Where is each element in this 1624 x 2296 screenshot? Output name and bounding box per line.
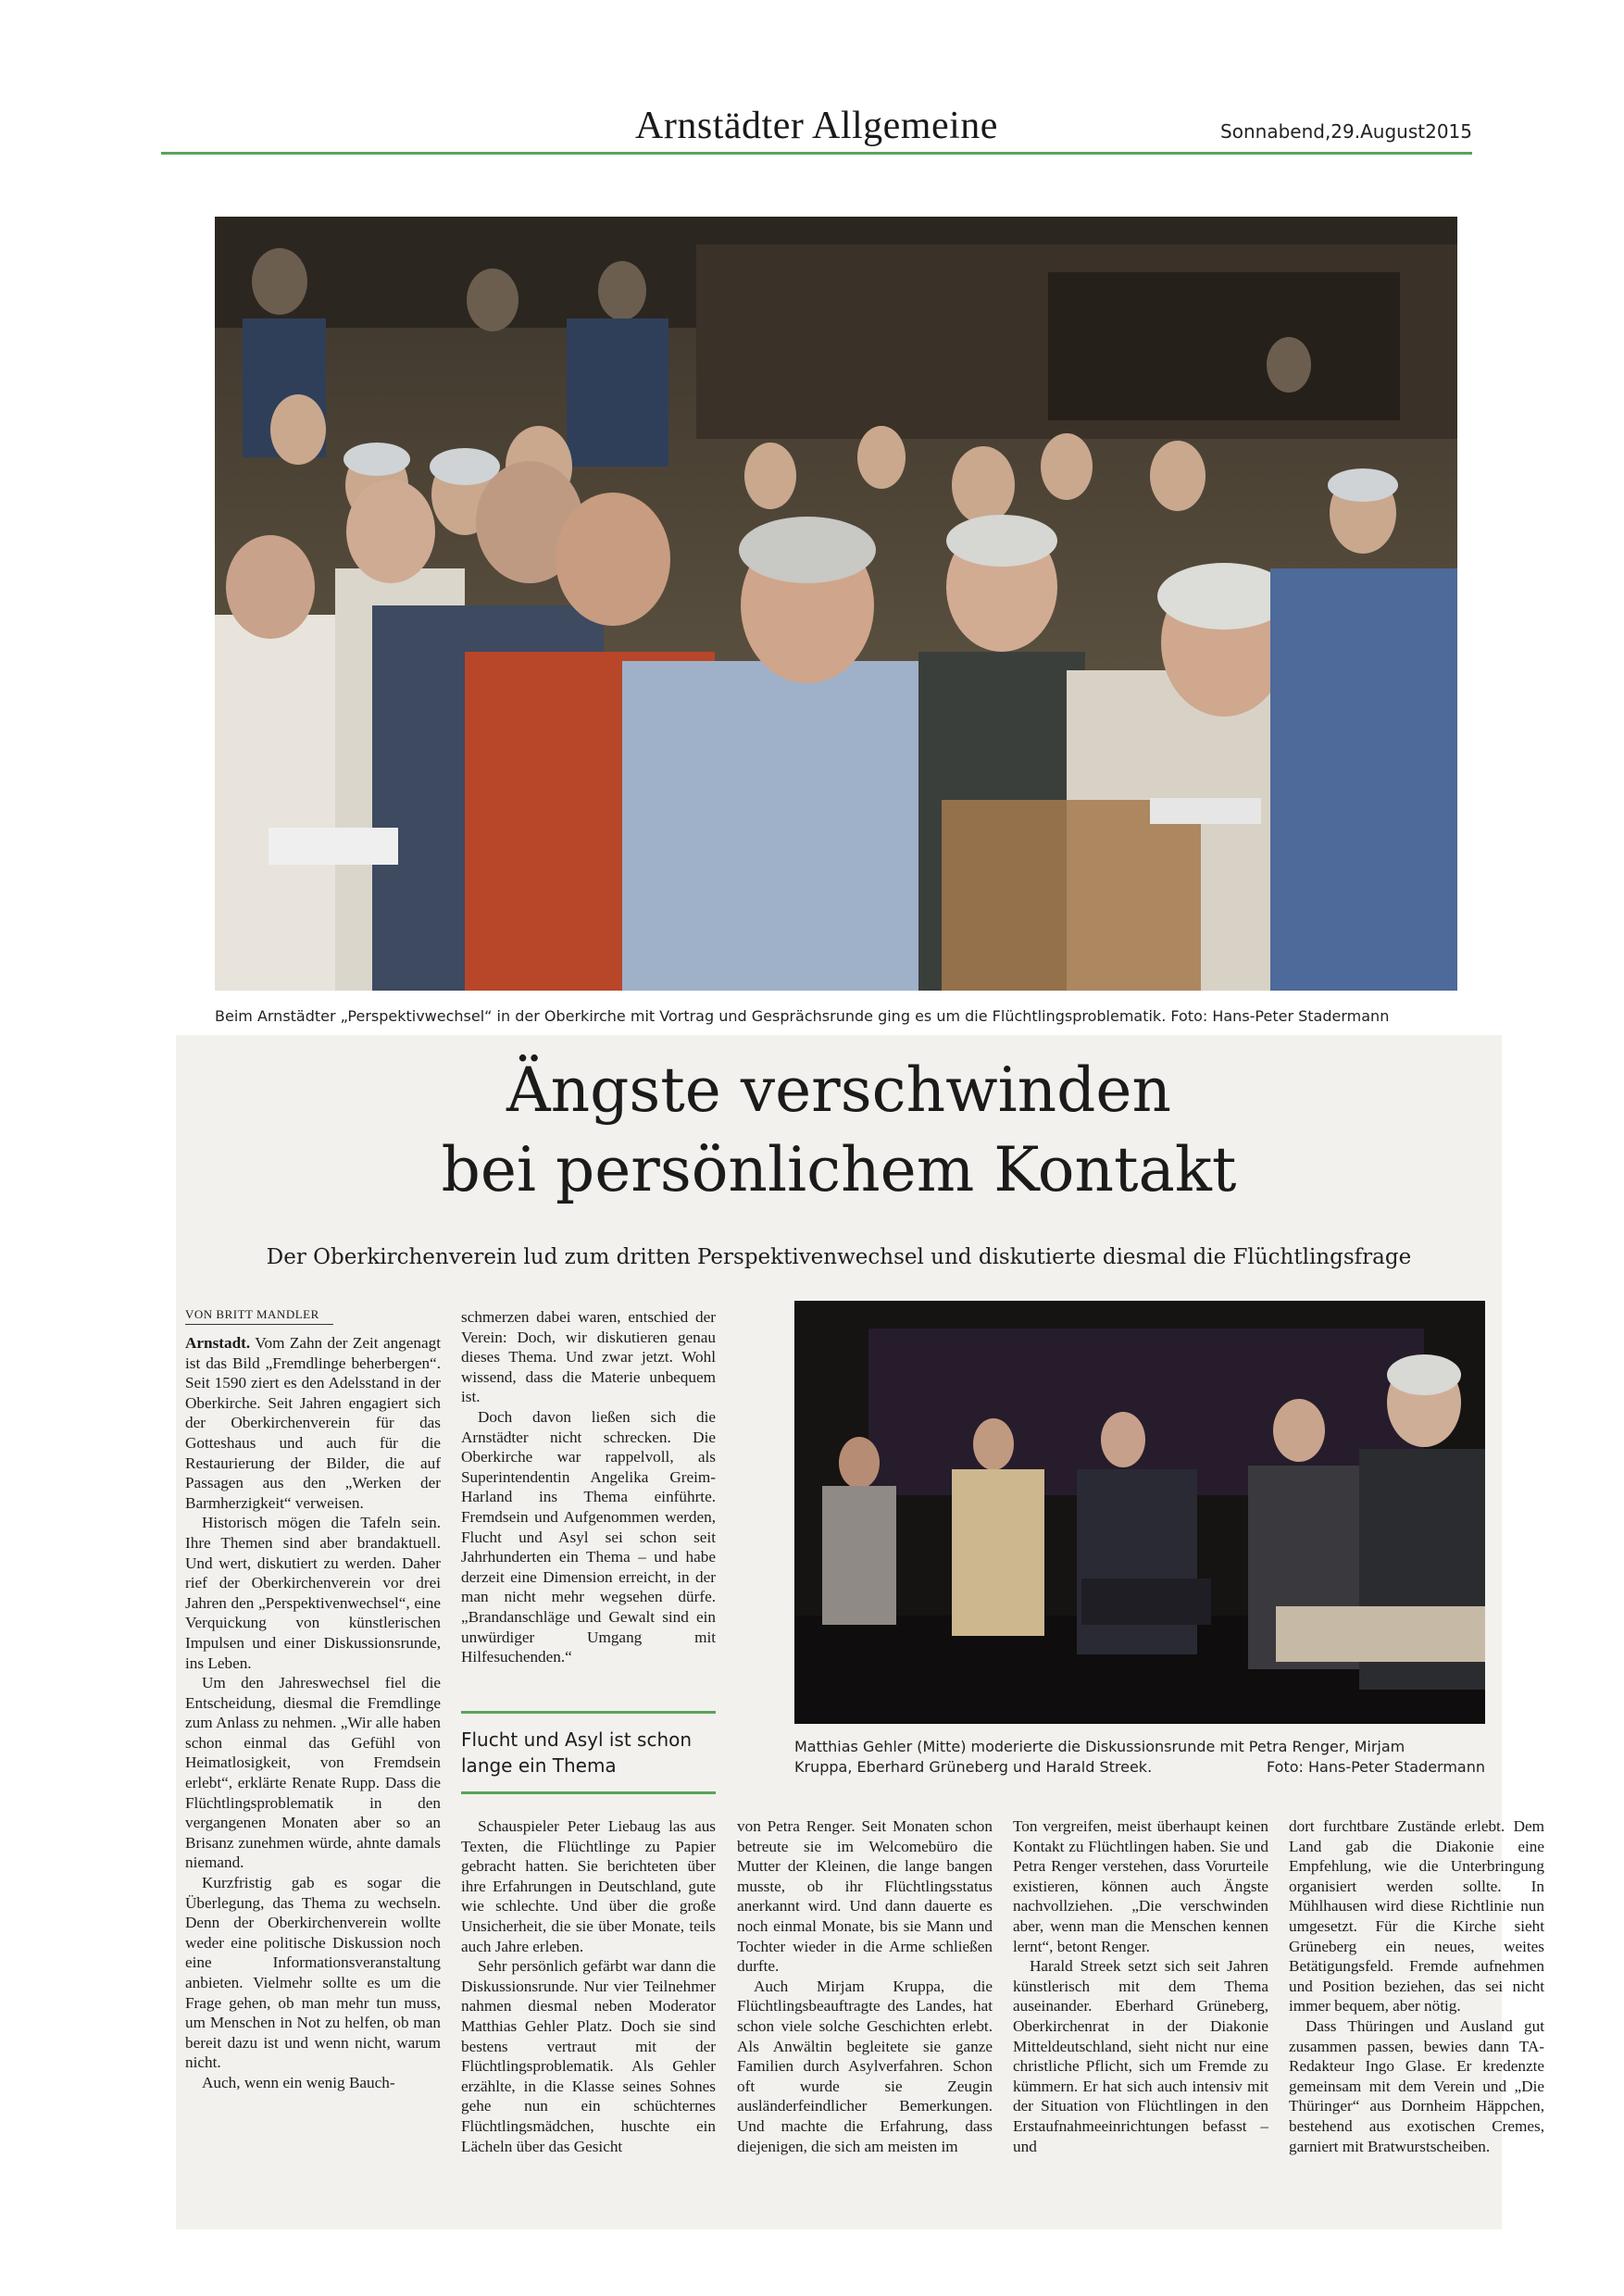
- article-column-3: [737, 1816, 993, 2156]
- caption-line-2-row: [794, 1757, 1485, 1778]
- article-column-5: [1289, 1816, 1544, 2156]
- audience-photo-illustration: [215, 217, 1457, 991]
- paragraph: Harald Streek setzt sich seit Jahren künstlerisch mit dem Thema auseinander. Eberhard Grüneberg, Oberkirchenrat in der Diakonie Mitteldeutschland, sieht nicht nur eine christliche Pflicht, sich um Fremde zu kümmern. Er hat sich auch intensiv mit der Situation von Flüchtlingen in den Erstaufnahmeeinrichtungen befasst – und: [1013, 1957, 1268, 2155]
- panel-discussion-photo: [794, 1301, 1485, 1724]
- paragraph: von Petra Renger. Seit Monaten schon betreute sie im Welcomebüro die Mutter der Kleinen, die lange bangen musste, ob ihr Flüchtlingsstatus anerkannt wird. Und dann dauerte es noch einmal Monate, bis sie Mann und Tochter wieder in die Arme schließen durfte.: [737, 1817, 993, 1976]
- paragraph: Auch Mirjam Kruppa, die Flüchtlingsbeauftragte des Landes, hat schon viele solche Geschichten erlebt. Als Anwältin begleitete sie ganze Familien durch Asylverfahren. Schon oft wurde sie Zeugin ausländerfeindlicher Bemerkungen. Und machte die Erfahrung, dass diejenigen, die sich am meisten im: [737, 1977, 993, 2155]
- paragraph: Kurzfristig gab es sogar die Überlegung, das Thema zu wechseln. Denn der Oberkirchenverein wollte weder eine politische Diskussion noch eine Informationsveranstaltung anbieten. Vielmehr sollte es um die Frage gehen, ob man mehr tun muss, um Menschen in Not zu helfen, ob man bereit dazu ist und wenn nicht, warum nicht.: [185, 1874, 441, 2072]
- paragraph: Schauspieler Peter Liebaug las aus Texten, die Flüchtlinge zu Papier gebracht hatten. Sie berichteten über ihre Erfahrungen in Deutschland, gute wie schlechte. Und über die große Unsicherheit, die sie über Monate, teils auch Jahre erleben.: [461, 1817, 716, 1955]
- caption-line-1: Matthias Gehler (Mitte) moderierte die Diskussionsrunde mit Petra Renger, Mirjam: [794, 1738, 1405, 1755]
- audience-photo-caption: [215, 1007, 1457, 1025]
- article-column-2-top: [461, 1307, 716, 1667]
- panel-photo-caption: [794, 1737, 1485, 1778]
- audience-photo: [215, 217, 1457, 991]
- headline-line-2: bei persönlichem Kontakt: [441, 1134, 1237, 1205]
- paragraph: Historisch mögen die Tafeln sein. Ihre Themen sind aber brandaktuell. Und wert, diskutiert zu werden. Daher rief der Oberkirchenverein vor drei Jahren den „Perspektivenwechsel“, eine Verquickung von künstlerischen Impulsen und einer Diskussionsrunde, ins Leben.: [185, 1514, 441, 1672]
- masthead-rule: [161, 152, 1472, 155]
- photo-credit: Foto: Hans-Peter Stadermann: [1267, 1758, 1485, 1776]
- paragraph: Vom Zahn der Zeit angenagt ist das Bild „Fremdlinge beherbergen“. Seit 1590 ziert es den Adelsstand in der Oberkirche. Seit Jahren engagiert sich der Oberkirchenverein für das Gotteshaus und auch für die Restaurierung der Bilder, die auf Passagen aus den „Werken der Barmherzigkeit“ verweisen.: [185, 1334, 441, 1512]
- subheading-box: Flucht und Asyl ist schon lange ein Thema: [461, 1711, 716, 1794]
- panel-photo-illustration: [794, 1301, 1485, 1724]
- article-subheadline: Der Oberkirchenverein lud zum dritten Perspektivenwechsel und diskutierte diesmal die Flüchtlingsfrage: [266, 1245, 1412, 1269]
- caption-text: Beim Arnstädter „Perspektivwechsel“ in der Oberkirche mit Vortrag und Gesprächsrunde ging es um die Flüchtlingsproblematik.: [215, 1007, 1167, 1025]
- paragraph: Sehr persönlich gefärbt war dann die Diskussionsrunde. Nur vier Teilnehmer nahmen diesmal neben Moderator Matthias Gehler Platz. Doch sie sind bestens vertraut mit der Flüchtlingsproblematik. Als Gehler erzählte, in die Klasse seines Sohnes gehe nun ein schüchternes Flüchtlingsmädchen, huschte ein Lächeln über das Gesicht: [461, 1957, 716, 2155]
- caption-line-2: Kruppa, Eberhard Grüneberg und Harald Streek.: [794, 1758, 1153, 1776]
- article-headline: [176, 1051, 1502, 1210]
- dateline: Arnstadt.: [185, 1334, 251, 1352]
- headline-line-1: Ängste verschwinden: [506, 1054, 1171, 1126]
- paragraph: Dass Thüringen und Ausland gut zusammen passen, bewies dann TA-Redakteur Ingo Glase. Er kredenzte gemeinsam mit dem Verein und „Die Thüringer“ aus Dornheim Häppchen, bestehend aus exotischen Cremes, garniert mit Bratwurstscheiben.: [1289, 2016, 1544, 2155]
- paragraph: Um den Jahreswechsel fiel die Entscheidung, diesmal die Fremdlinge zum Anlass zu nehmen. „Wir alle haben schon einmal das Gefühl von Heimatlosigkeit, von Fremdsein erlebt“, erklärte Renate Rupp. Dass die Flüchtlingsproblematik in den vergangenen Monaten aber so an Brisanz zunehmen würde, ahnte damals niemand.: [185, 1674, 441, 1872]
- paragraph: Auch, wenn ein wenig Bauch-: [202, 2073, 395, 2091]
- newspaper-name: Arnstädter Allgemeine: [635, 105, 998, 147]
- article-column-4: [1013, 1816, 1268, 2156]
- photo-credit: Foto: Hans-Peter Stadermann: [1170, 1007, 1390, 1025]
- paragraph: Doch davon ließen sich die Arnstädter nicht schrecken. Die Oberkirche war rappelvoll, als Superintendentin Angelika Greim-Harland ins Thema einführte. Fremdsein und Aufgenommen werden, Flucht und Asyl sei schon seit Jahrhunderten ein Thema – und habe derzeit eine Dimension erreicht, in der man nicht mehr wegsehen dürfe. „Brandanschläge und Gewalt sind ein unwürdiger Umgang mit Hilfesuchenden.“: [461, 1407, 716, 1666]
- paragraph: Ton vergreifen, meist überhaupt keinen Kontakt zu Flüchtlingen haben. Sie und Petra Renger verstehen, dass Vorurteile existieren, können auch Ängste nachvollziehen. „Die verschwinden aber, wenn man die Menschen kennen lernt“, betont Renger.: [1013, 1817, 1268, 1955]
- issue-date: Sonnabend,29.August2015: [1220, 120, 1472, 143]
- masthead: [161, 104, 1472, 159]
- paragraph: schmerzen dabei waren, entschied der Verein: Doch, wir diskutieren genau dieses Thema. Und zwar jetzt. Wohl wissend, dass die Materie unbequem ist.: [461, 1308, 716, 1406]
- article-column-2-bottom: [461, 1816, 716, 2156]
- byline: VON BRITT MANDLER: [185, 1307, 333, 1325]
- article-column-1: [185, 1333, 441, 2093]
- paragraph: dort furchtbare Zustände erlebt. Dem Land gab die Diakonie eine Empfehlung, wie die Unterbringung organisiert werden sollte. In Mühlhausen wird diese Richtlinie nun umgesetzt. Für die Kirche sieht Grüneberg ein neues, weites Betätigungsfeld. Fremde aufnehmen und Position beziehen, das sei nicht immer bequem, aber nötig.: [1289, 1817, 1544, 2015]
